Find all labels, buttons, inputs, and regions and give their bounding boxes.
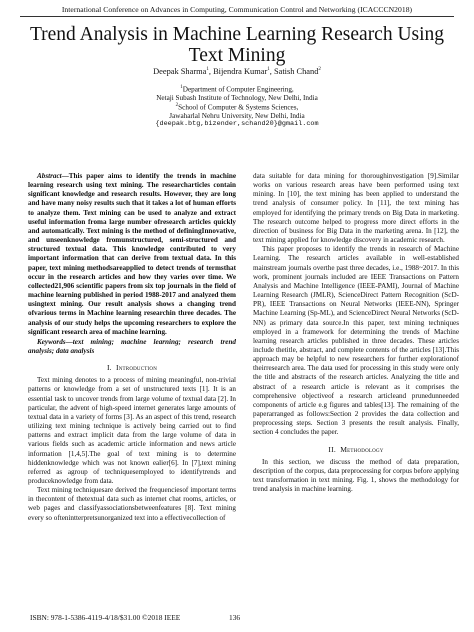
author-name: Satish Chand: [273, 67, 319, 76]
author-superscript: 2: [318, 67, 321, 73]
right-column: [253, 172, 459, 494]
keywords-label: Keywords: [37, 337, 66, 346]
paper-title: [10, 24, 464, 66]
conference-header: International Conference on Advances in Computing, Communication Control and Networking (ICACCCN2018): [61, 5, 413, 14]
intro-paragraph-3: data suitable for data mining for thoroughinvestigation [9].Similar works on various research areas have been performed using text mining. In [10], the text mining has been applied to understand the trend analysis of consumer policy. In [11], the text mining has employed for identifying the primary trends on Big Data in marketing. The research outcome helped to progress more direct efforts in the direction of business for Big Data in the marketing arena. In [12], the text mining applied for knowledge discovery in academic research.: [253, 172, 459, 245]
author-superscript: 1: [267, 67, 270, 73]
methodology-paragraph-1: In this section, we discuss the method of data preparation, description of the corpus, data preprocessing for corpus before applying text transformation in text mining. Fig. 1, shows the methodology for trend analysis in machine learning.: [253, 457, 459, 494]
section-number: II.: [328, 444, 336, 454]
section-title: Methodology: [340, 444, 384, 454]
intro-paragraph-2: Text mining techniquesare derived the frequenciesof important terms in thecontent of thetextual data such as internet chat rooms, articles, or web pages and classifyassociationsbetweenfeatures [8]. Text mining every so oftenintterpretsunorganized text into a effectivecollection of: [28, 486, 236, 522]
intro-paragraph-4: This paper proposes to identify the trends in research of Machine Learning. The research articles available in well-established mainstream journals overthe past three decades, i.e., 1988~2017. In this work, prominent journals included are IEEE Transactions on Pattern Analysis and Machine Intelligence (IEEE-PAMI), Journal of Machine Learning Research (JMLR), ScienceDirect Pattern Recognition (ScD-PR), IEEE Transactions on Neural Networks (IEEE-NN), Springer Machine Learning (Sp-ML), and ScienceDirect Neural Networks (ScD-NN) as primary data source.In this paper, text mining techniques employed in a framework for determining the trends of Machine learning research articles published in three decades. These articles include thetitle, abstract, and complete contents of the articles [13].This approach may be helpful to new researchers for further explorationof theirresearch area. The data used for processing in this study were only the title and abstracts of the research articles. Analyzing the title and abstract of a research article is relevant as it comprises the comprehensive objectiveof a research articleand prunedunneeded components of article e.g figures and tables[13]. The remaining of the paperarranged as follows:Section 2 provides the data collection and preprocessing steps. Section 3 presents the result analysis. Finally, section 4 concludes the paper.: [253, 245, 459, 437]
section-number: I.: [106, 363, 112, 373]
affiliation-line: $^1$Department of Computer Engineering,: [180, 85, 294, 94]
section-title: Introduction: [115, 363, 158, 373]
intro-paragraph-1: Text mining denotes to a process of mining meaningful, non-trivial patterns or knowledge from a set of unstructured texts [1]. It is an essential task to uncover trends from large volume of textual data [2]. In particular, the advent of high-speed internet generates large amounts of textual data in a variety of forms [3]. As an aspect of this trend, research utilizing text mining technique is actively being carried out to find patterns and extract implicit data from the large volume of data in various fields such as academic article information and news article information [1,4,5].The goal of text mining is to determine hiddenknowledge which was not known ealier[6]. In [7],text mining referred as agroup of techniquesemployed to identifytrends and produceknowledge from data.: [28, 376, 236, 485]
section-heading-methodology: [253, 445, 459, 454]
affiliation-line: Netaji Subash Institute of Technology, New Delhi, India: [156, 93, 318, 102]
affiliation-superscript: 1: [180, 85, 183, 90]
title-line-2: Text Mining: [188, 45, 286, 66]
author-name: Deepak Sharma: [153, 67, 207, 76]
keywords: [28, 338, 236, 356]
author-name: Bijendra Kumar: [213, 67, 268, 76]
abstract-label: Abstract: [37, 172, 62, 180]
abstract-text: —This paper aims to identify the trends in machine learning research using text mining. The researcharticles contain significant knowledge and research results. However, they are long and have many noisy results such that it takes a lot of human efforts to analyze them. Text mining can be used to analyze and extract useful information froma large number ofresearch articles quickly and automatically. Text mining is the method of definingInnovative, and unseenknowledge fromunstructured, semi-structured and structured textual data. This knowledge contributed to very important information that can derive from textual data. In this paper, text mining methodsareapplied to detect trends of termsthat occur in the research articles and how they varies over time. We collected21,906 scientific papers from six top journals in the field of machine learning published in period 1988-2017 and analyzed them usingtext mining. Our result analysis shows a changing trend ofvarious terms in Machine learning researchin three decades. The analysis of our study helps the upcoming researchers to explore the significant research area of machine learning.: [28, 172, 236, 336]
keywords-text: —text mining; machine learning; research trend analysis; data analysis: [28, 337, 236, 355]
author-emails: {deepak.btg,bizender,schand20}@gmail.com: [155, 120, 319, 129]
page-number: 136: [229, 613, 241, 622]
header-rule: [20, 16, 454, 17]
affiliation-line: $^2$School of Computer & Systems Sciences,: [175, 103, 299, 112]
abstract: [28, 172, 236, 337]
author-list: Deepak Sharma$^1$, Bijendra Kumar$^1$, Satish Chand$^2$: [153, 67, 321, 76]
section-heading-introduction: [28, 363, 236, 372]
title-line-1: Trend Analysis in Machine Learning Research Using: [29, 24, 445, 45]
affiliations: [120, 84, 354, 129]
affiliation-superscript: 2: [175, 103, 179, 109]
affiliation-line: Jawaharlal Nehru University, New Delhi, India: [169, 112, 305, 120]
footer-isbn: ISBN: 978-1-5386-4119-4/18/$31.00 ©2018 IEEE: [30, 613, 181, 622]
author-superscript: 1: [206, 67, 209, 73]
left-column: [28, 172, 236, 523]
